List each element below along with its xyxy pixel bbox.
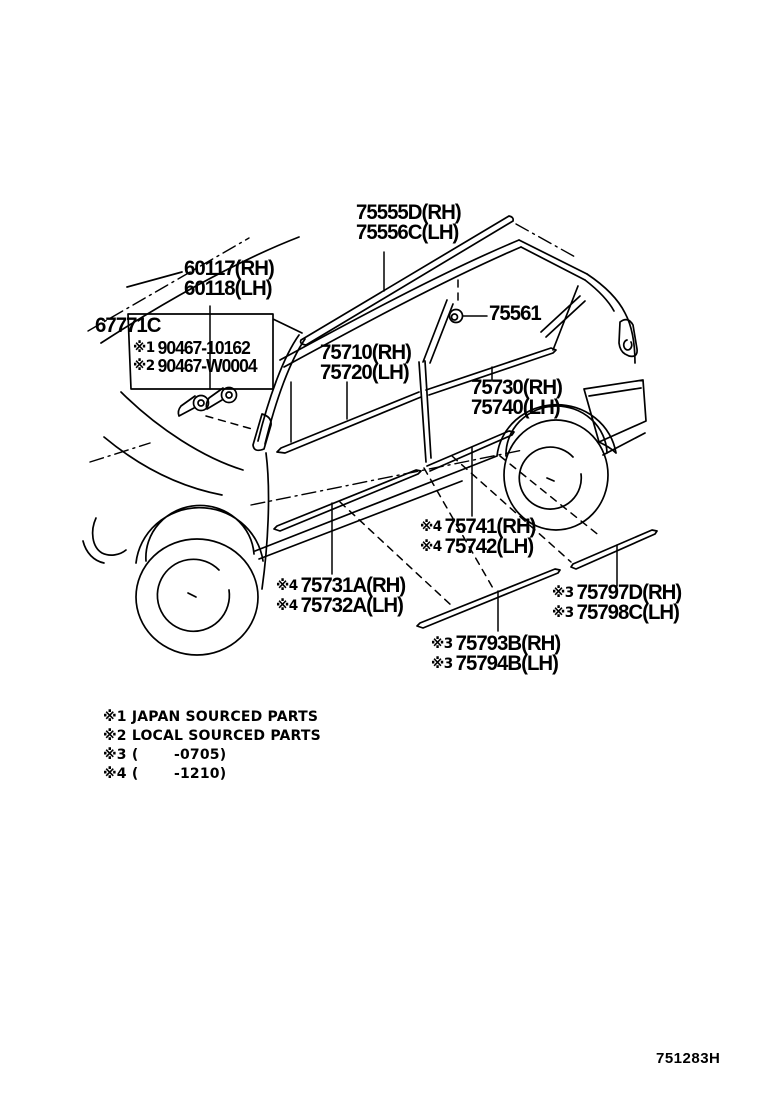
part-number: 75740(LH) [471,396,560,419]
moulding-strip-75793B [417,569,560,628]
legend-line: ※4 ( -1210) [103,766,227,782]
reference-mark: ※3 [552,585,574,601]
reference-mark: ※4 [420,539,442,555]
rear-quarter-shoulder [541,286,585,350]
moulding-front-door-lower [274,470,421,531]
part-label-75731A-75732A [276,576,405,616]
part-number: 75793B(RH) [455,632,561,655]
part-label-75561 [489,304,541,324]
part-number: 75742(LH) [444,535,534,558]
doc-code: 751283H [656,1050,721,1067]
part-number: 75798C(LH) [576,601,679,624]
part-number: 90467-W0004 [157,356,257,376]
part-label-90467 [133,339,257,375]
rear-roofline [519,240,587,280]
part-label-75793B-75794B [431,634,560,674]
moulding-strip-75797D [571,530,657,569]
reference-mark: ※4 [276,598,298,614]
clip-fastener-icon [178,396,208,417]
part-number: 75741(RH) [444,515,536,538]
reference-mark: ※3 [431,656,453,672]
part-number: 75794B(LH) [455,652,558,675]
part-label-75710-75720 [320,343,411,383]
part-label-67771C [95,316,161,336]
part-number: 75732A(LH) [300,594,403,617]
part-number: 75555D(RH) [356,201,461,224]
legend-line: ※3 ( -0705) [103,747,227,763]
clip-75561-icon [450,310,463,323]
legend-line: ※2 LOCAL SOURCED PARTS [103,728,321,744]
front-fender-lines [104,392,243,495]
part-label-60117-60118 [184,259,274,299]
reference-mark: ※1 [133,340,155,356]
front-wheel-inner [157,559,229,631]
clip-fastener-icon [206,388,236,410]
legend-line: ※1 JAPAN SOURCED PARTS [103,709,319,725]
front-door-edge [262,453,269,589]
part-label-75730-75740 [471,378,562,418]
b-pillar [419,300,453,462]
moulding-front-belt [277,392,421,453]
part-number: 75731A(RH) [300,574,406,597]
mirror-sail-panel [253,414,271,450]
part-label-75797D-75798C [552,583,681,623]
part-number: 75720(LH) [320,361,409,384]
reference-mark: ※3 [431,636,453,652]
part-number: 75730(RH) [471,376,562,399]
part-label-75555D-75556C [356,203,461,243]
part-number: 60117(RH) [184,257,274,280]
part-number: 90467-10162 [157,338,250,358]
reference-mark: ※4 [276,578,298,594]
part-number: 67771C [95,314,161,337]
part-number: 75561 [489,302,541,325]
reference-mark: ※4 [420,519,442,535]
part-number: 75797D(RH) [576,581,682,604]
legend [103,708,321,784]
reference-mark: ※3 [552,605,574,621]
reference-mark: ※2 [133,358,155,374]
part-number: 75556C(LH) [356,221,459,244]
rear-wheel-inner [519,447,581,509]
part-number: 75710(RH) [320,341,411,364]
front-wheel [136,539,258,655]
part-number: 60118(LH) [184,277,272,300]
moulding-rear-door-lower [427,431,514,471]
part-label-75741-75742 [420,517,536,557]
front-bumper-corner [83,518,126,563]
